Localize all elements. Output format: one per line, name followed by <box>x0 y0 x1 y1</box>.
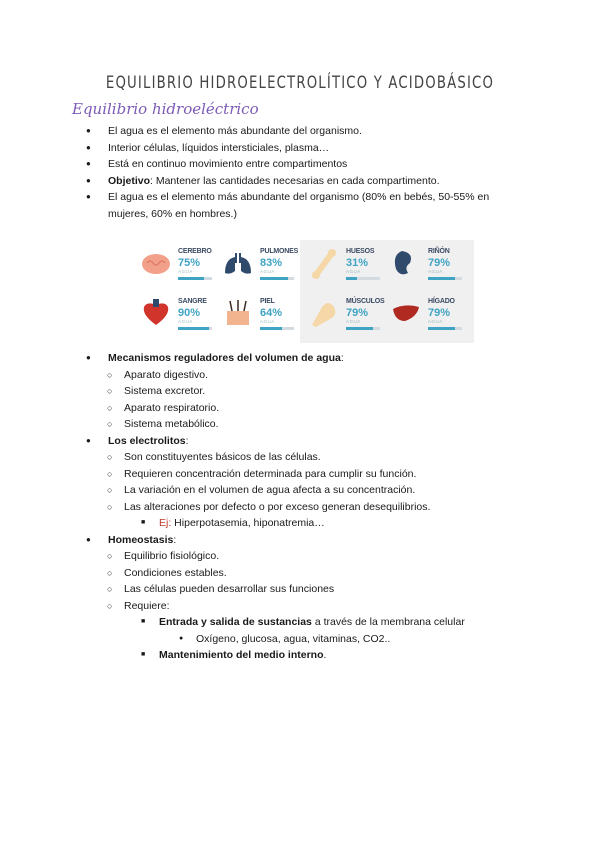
organ-sangre: SANGRE 90% AGUA <box>138 292 222 338</box>
list-item: ● Oxígeno, glucosa, agua, vitaminas, CO2.. <box>86 631 526 648</box>
water-bar-fill <box>260 277 288 280</box>
list-item: ○ Sistema metabólico. <box>86 416 526 433</box>
section-title: Equilibrio hidroeléctrico <box>72 100 259 118</box>
water-infographic <box>136 240 474 343</box>
organ-musculos: MÚSCULOS 79% AGUA <box>306 292 390 338</box>
list-item: ● El agua es el elemento más abundante del organismo (80% en bebés, 50-55% en mujeres, 60% en hombres.) <box>86 189 518 222</box>
list-item: ○ Las células pueden desarrollar sus funciones <box>86 581 526 598</box>
list-item: ○ Condiciones estables. <box>86 565 526 582</box>
list-item: ○ Son constituyentes básicos de las células. <box>86 449 526 466</box>
heart-icon <box>140 297 172 329</box>
organ-cerebro: CEREBRO 75% AGUA <box>138 242 222 288</box>
liver-icon <box>390 297 422 329</box>
skin-icon <box>222 297 254 329</box>
water-bar-fill <box>260 327 282 330</box>
water-bar-fill <box>178 327 209 330</box>
list-item: ■ Mantenimiento del medio interno. <box>86 647 526 664</box>
water-bar-fill <box>346 277 357 280</box>
list-item: ● Los electrolitos: ○ Son constituyentes básicos de las células. ○ Requieren concentración determinada para cumplir su función. ○ La variación en el volumen de agua afecta a su concentración. ○ Las alteraciones por defecto o por exceso generan desequilibrios. ■ Ej: Hiperpotasemia, hiponatremia… <box>86 433 526 532</box>
body-list <box>86 350 526 664</box>
organ-higado: HÍGADO 79% AGUA <box>388 292 472 338</box>
list-item: ○ Requiere: <box>86 598 526 615</box>
list-item: ○ Sistema excretor. <box>86 383 526 400</box>
list-item: ● Interior células, líquidos intersticiales, plasma… <box>86 140 526 157</box>
organ-huesos: HUESOS 31% AGUA <box>306 242 390 288</box>
brain-icon <box>140 247 172 279</box>
list-item: ○ Equilibrio fisiológico. <box>86 548 526 565</box>
list-item: ● Mecanismos reguladores del volumen de agua: ○ Aparato digestivo. ○ Sistema excretor. ○ Aparato respiratorio. ○ Sistema metabólico. <box>86 350 526 433</box>
list-item: ○ Aparato respiratorio. <box>86 400 526 417</box>
kidney-icon <box>390 247 422 279</box>
list-item: ● El agua es el elemento más abundante del organismo. <box>86 123 526 140</box>
water-bar-fill <box>428 277 455 280</box>
water-bar-fill <box>346 327 373 330</box>
organ-rinon: RIÑÓN 79% AGUA <box>388 242 472 288</box>
lungs-icon <box>222 247 254 279</box>
page-title: EQUILIBRIO HIDROELECTROLÍTICO Y ACIDOBÁSICO <box>105 73 495 93</box>
water-bar-fill <box>178 277 204 280</box>
intro-list <box>86 123 526 222</box>
list-item: ● Homeostasis: ○ Equilibrio fisiológico. ○ Condiciones estables. ○ Las células pueden desarrollar sus funciones ○ Requiere: ■ Entrada y salida de sustancias a través de la membrana celular ● Oxígeno, glucosa, agua, vitaminas, CO2.. ■ Mantenimiento del medio interno. <box>86 532 526 664</box>
bone-icon <box>308 247 340 279</box>
list-item: ● Está en continuo movimiento entre compartimentos <box>86 156 526 173</box>
organ-piel: PIEL 64% AGUA <box>220 292 304 338</box>
list-item: ■ Entrada y salida de sustancias a través de la membrana celular <box>86 614 526 631</box>
organ-pulmones: PULMONES 83% AGUA <box>220 242 304 288</box>
water-bar-fill <box>428 327 455 330</box>
list-item: ■ Ej: Hiperpotasemia, hiponatremia… <box>86 515 526 532</box>
list-item: ○ Aparato digestivo. <box>86 367 526 384</box>
list-item: ○ Las alteraciones por defecto o por exceso generan desequilibrios. <box>86 499 526 516</box>
list-item: ● Objetivo: Mantener las cantidades necesarias en cada compartimento. <box>86 173 526 190</box>
list-item: ○ La variación en el volumen de agua afecta a su concentración. <box>86 482 526 499</box>
list-item: ○ Requieren concentración determinada para cumplir su función. <box>86 466 526 483</box>
muscle-icon <box>308 297 340 329</box>
